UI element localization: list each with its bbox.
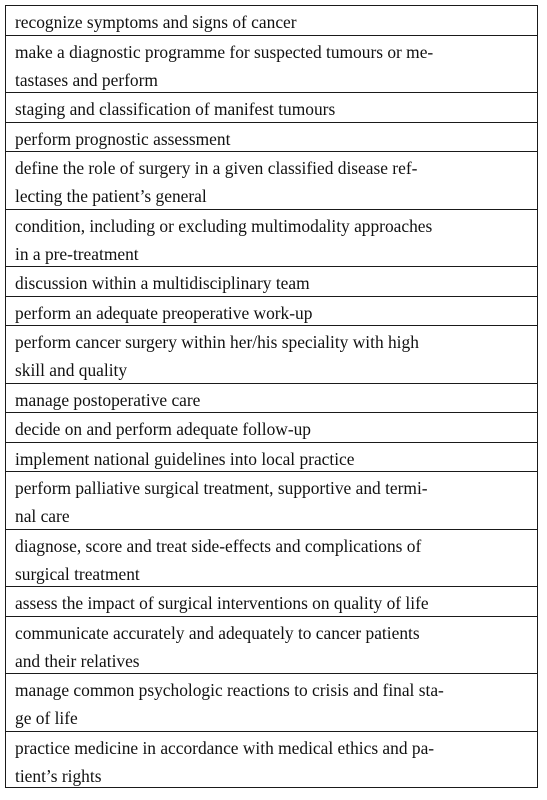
row-text: recognize symptoms and signs of cancer [15,12,297,32]
table-row [6,6,537,36]
table-row [6,297,537,327]
competency-table [5,5,538,788]
table-row [6,732,537,788]
table-row [6,267,537,297]
table-row [6,152,537,210]
row-text: manage common psychologic reactions to crisis and final sta- [15,680,444,700]
table-row [6,617,537,675]
table-row [6,413,537,443]
row-text: surgical treatment [15,563,140,584]
row-text: perform cancer surgery within her/his speciality with high [15,332,419,352]
row-text: decide on and perform adequate follow-up [15,419,312,439]
table-row [6,123,537,153]
row-text: skill and quality [15,360,128,381]
row-text: practice medicine in accordance with medical ethics and pa- [15,737,435,758]
row-text: lecting the patient’s general [15,186,207,207]
row-text: discussion within a multidisciplinary team [15,273,310,293]
table-row [6,530,537,588]
row-text: in a pre-treatment [15,243,139,264]
row-text: assess the impact of surgical interventions on quality of life [15,593,429,613]
row-text: tastases and perform [15,69,158,90]
table-row [6,674,537,732]
table-row [6,36,537,94]
row-text: perform prognostic assessment [15,128,231,149]
table-row [6,443,537,473]
table-row [6,587,537,617]
table-row [6,93,537,123]
row-text: tient’s rights [15,765,102,786]
row-text: and their relatives [15,650,140,671]
row-text: ge of life [15,708,78,729]
row-text: staging and classification of manifest tumours [15,99,336,119]
table-row [6,210,537,268]
row-text: make a diagnostic programme for suspected tumours or me- [15,41,434,62]
row-text: condition, including or excluding multimodality approaches [15,215,433,236]
table-row [6,472,537,530]
row-text: define the role of surgery in a given classified disease ref- [15,158,418,178]
row-text: implement national guidelines into local practice [15,448,355,469]
row-text: communicate accurately and adequately to cancer patients [15,622,420,643]
row-text: manage postoperative care [15,389,201,410]
row-text: nal care [15,506,70,527]
table-row [6,326,537,384]
table-row [6,384,537,414]
competency-list [6,6,537,787]
row-text: diagnose, score and treat side-effects and complications of [15,535,422,556]
row-text: perform an adequate preoperative work-up [15,302,313,323]
row-text: perform palliative surgical treatment, supportive and termi- [15,478,428,498]
